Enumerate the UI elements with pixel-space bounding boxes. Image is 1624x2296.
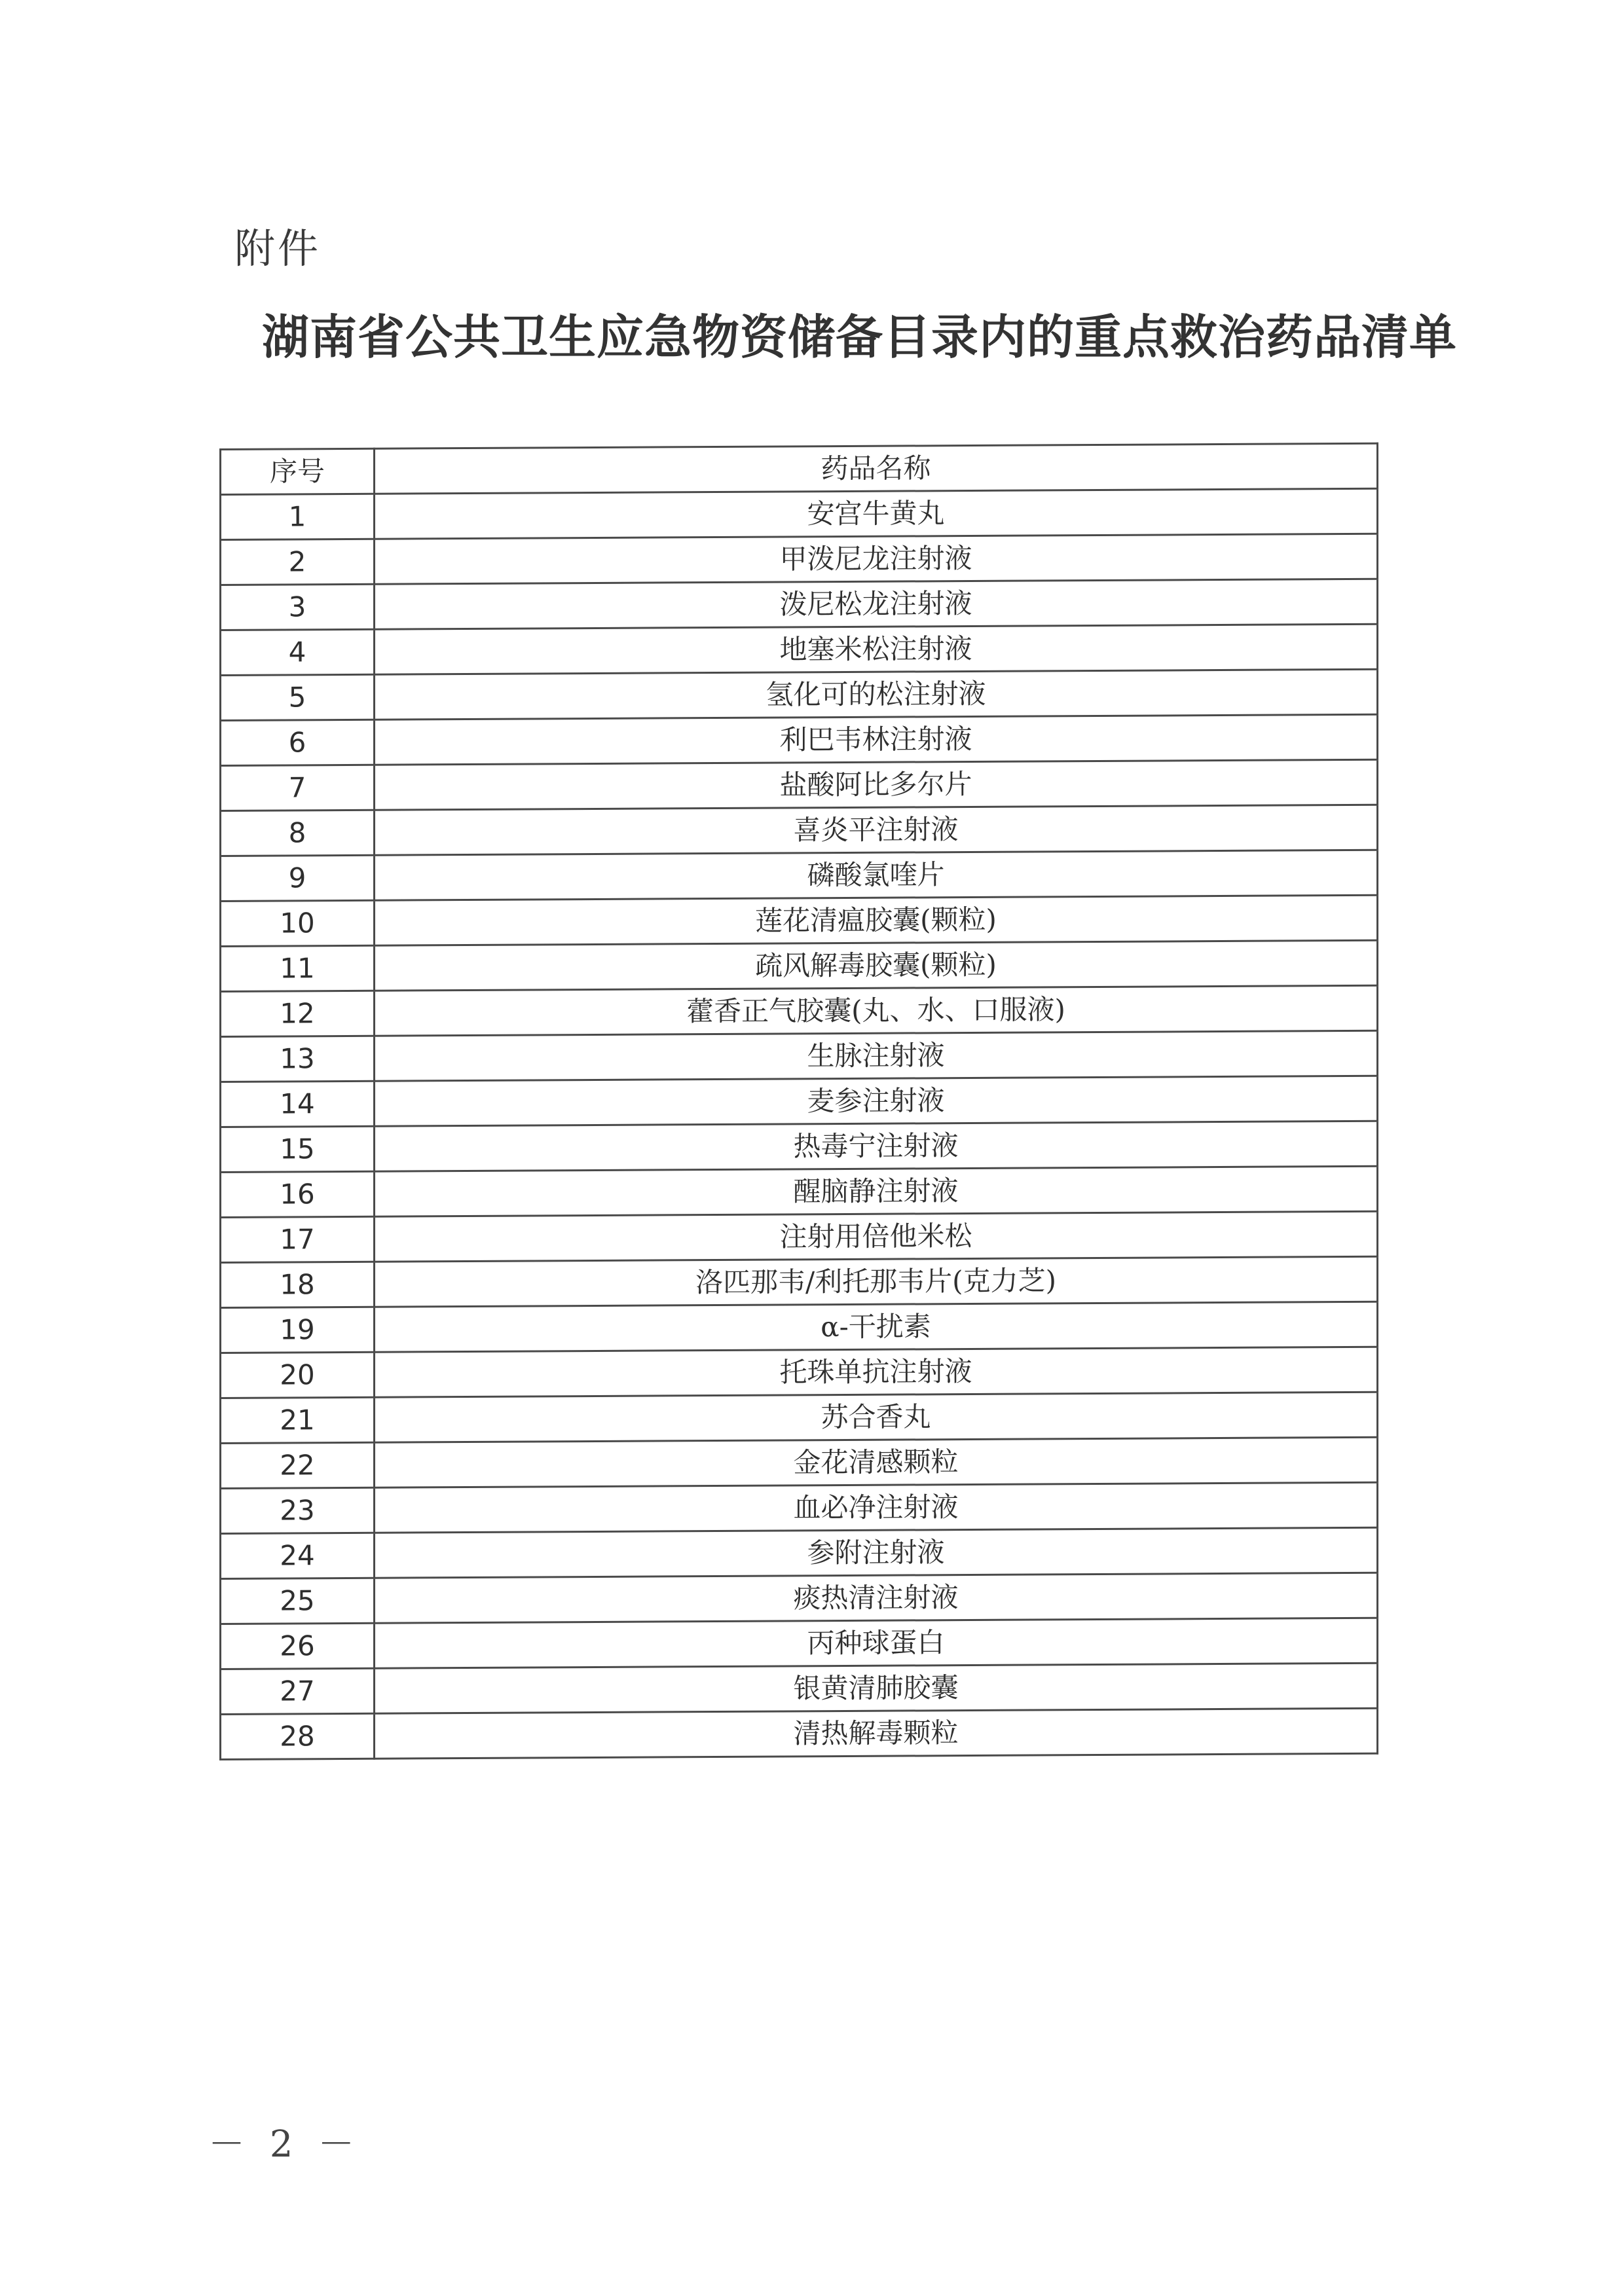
row-drug-name: 生脉注射液 [375,1030,1378,1081]
row-drug-name: 盐酸阿比多尔片 [375,759,1378,810]
row-drug-name: 喜炎平注射液 [375,805,1378,855]
row-drug-name: 洛匹那韦/利托那韦片(克力芝) [375,1256,1378,1307]
table-row [221,1030,1378,1082]
table-row [221,805,1378,856]
attachment-label: 附件 [234,225,322,272]
row-drug-name: 氢化可的松注射液 [375,669,1378,720]
row-drug-name: 泼尼松龙注射液 [375,579,1378,629]
row-serial-number: 8 [221,810,375,856]
row-drug-name: 银黄清肺胶囊 [375,1663,1378,1713]
row-drug-name: 清热解毒颗粒 [375,1708,1378,1758]
row-drug-name: 疏风解毒胶囊(颗粒) [375,940,1378,991]
table-row [221,1437,1378,1488]
table-row [221,985,1378,1036]
table-row [221,1573,1378,1624]
table-row [221,1527,1378,1578]
row-serial-number: 3 [221,584,375,630]
table-row [221,1663,1378,1714]
table-row [221,1211,1378,1262]
row-serial-number: 27 [221,1668,375,1714]
row-serial-number: 15 [221,1126,375,1172]
row-serial-number: 18 [221,1262,375,1307]
row-serial-number: 20 [221,1352,375,1398]
row-serial-number: 6 [221,720,375,765]
row-serial-number: 17 [221,1216,375,1262]
row-serial-number: 7 [221,765,375,811]
row-drug-name: 安宫牛黄丸 [375,488,1378,539]
row-drug-name: α-干扰素 [375,1302,1378,1352]
document-title: 湖南省公共卫生应急物资储备目录内的重点救治药品清单 [262,309,1458,365]
row-serial-number: 21 [221,1397,375,1443]
row-drug-name: 痰热清注射液 [375,1573,1378,1623]
row-serial-number: 24 [221,1533,375,1578]
row-drug-name: 利巴韦林注射液 [375,714,1378,765]
table-header-row [221,443,1378,494]
table-row [221,579,1378,630]
row-drug-name: 丙种球蛋白 [375,1618,1378,1668]
table-row [221,1076,1378,1127]
row-drug-name: 醒脑静注射液 [375,1166,1378,1216]
table-row [221,850,1378,901]
table-row [221,488,1378,539]
row-serial-number: 16 [221,1171,375,1217]
row-drug-name: 热毒宁注射液 [375,1121,1378,1171]
row-drug-name: 莲花清瘟胶囊(颗粒) [375,895,1378,945]
row-serial-number: 10 [221,900,375,946]
row-drug-name: 地塞米松注射液 [375,624,1378,674]
row-serial-number: 23 [221,1487,375,1533]
table-row [221,759,1378,811]
drug-list-table [219,443,1378,1760]
table-row [221,1392,1378,1443]
table-row [221,1482,1378,1533]
row-drug-name: 苏合香丸 [375,1392,1378,1442]
row-drug-name: 甲泼尼龙注射液 [375,534,1378,584]
row-serial-number: 11 [221,945,375,991]
table-row [221,534,1378,585]
row-drug-name: 血必净注射液 [375,1482,1378,1533]
row-serial-number: 14 [221,1081,375,1127]
table-row [221,624,1378,675]
row-serial-number: 1 [221,494,375,539]
row-serial-number: 5 [221,674,375,720]
row-drug-name: 磷酸氯喹片 [375,850,1378,900]
row-drug-name: 托珠单抗注射液 [375,1347,1378,1397]
row-serial-number: 2 [221,539,375,585]
table-row [221,669,1378,720]
table-row [221,1708,1378,1759]
header-serial-number: 序号 [221,448,375,494]
row-drug-name: 藿香正气胶囊(丸、水、口服液) [375,985,1378,1036]
row-serial-number: 25 [221,1578,375,1624]
row-serial-number: 13 [221,1036,375,1082]
page-number: － 2 － [208,2123,361,2166]
row-serial-number: 12 [221,991,375,1036]
table-row [221,1166,1378,1217]
row-serial-number: 22 [221,1442,375,1488]
row-serial-number: 28 [221,1713,375,1759]
table-row [221,1347,1378,1398]
row-serial-number: 4 [221,629,375,675]
row-drug-name: 参附注射液 [375,1527,1378,1578]
row-drug-name: 注射用倍他米松 [375,1211,1378,1262]
row-drug-name: 金花清感颗粒 [375,1437,1378,1487]
table-row [221,1121,1378,1172]
row-drug-name: 麦参注射液 [375,1076,1378,1126]
table-row [221,940,1378,991]
table-row [221,1302,1378,1353]
row-serial-number: 9 [221,855,375,901]
table-row [221,895,1378,946]
table-row [221,1618,1378,1669]
header-drug-name: 药品名称 [375,443,1378,494]
row-serial-number: 26 [221,1623,375,1669]
row-serial-number: 19 [221,1307,375,1353]
table-row [221,1256,1378,1307]
table-row [221,714,1378,765]
